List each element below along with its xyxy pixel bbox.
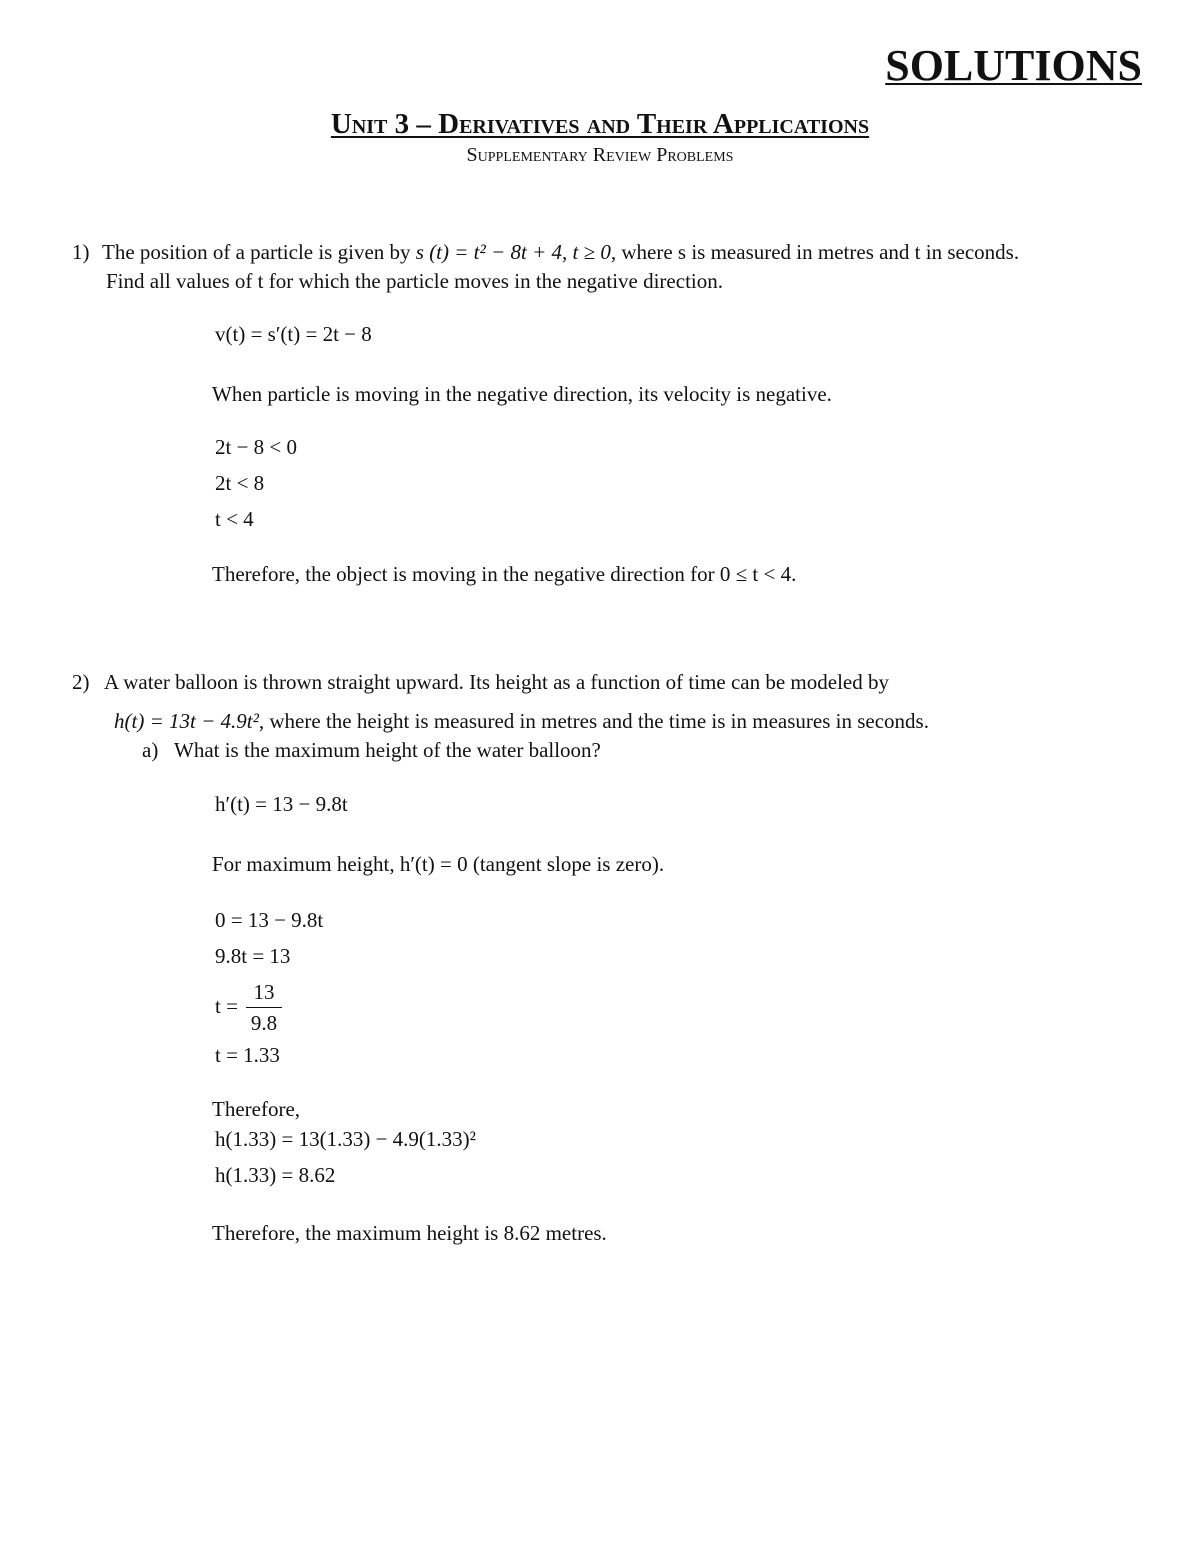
unit-title: Unit 3 – Derivatives and Their Applications — [330, 108, 870, 140]
height-derivative: h′(t) = 13 − 9.8t — [215, 792, 348, 816]
t-value: t = 1.33 — [215, 1043, 280, 1067]
inequality-step: t < 4 — [215, 507, 254, 531]
unit-subtitle: Supplementary Review Problems — [466, 144, 734, 166]
problem-2-formula-line — [114, 709, 929, 734]
part-a-question: What is the maximum height of the water balloon? — [174, 738, 601, 762]
problem-1-intro: The position of a particle is given by — [102, 240, 411, 264]
position-function: s (t) = t² − 8t + 4, t ≥ 0, — [415, 240, 617, 264]
fraction — [246, 980, 282, 1035]
problem-1-question: Find all values of t for which the particle moves in the negative direction. — [106, 269, 723, 293]
problem-2-intro: A water balloon is thrown straight upward. Its height as a function of time can be modeled by — [104, 670, 889, 694]
problem-1-conclusion: Therefore, the object is moving in the negative direction for 0 ≤ t < 4. — [212, 562, 797, 586]
problem-2-formula-tail: , where the height is measured in metres and the time is in measures in seconds. — [258, 709, 929, 733]
fraction-lhs: t = — [215, 994, 238, 1018]
problem-1-statement — [102, 240, 1019, 265]
solutions-heading: SOLUTIONS — [885, 41, 1142, 90]
max-height-condition: For maximum height, h′(t) = 0 (tangent slope is zero). — [212, 852, 665, 876]
problem-1-explanation: When particle is moving in the negative direction, its velocity is negative. — [212, 382, 832, 406]
solve-step: 0 = 13 − 9.8t — [215, 908, 324, 932]
part-a-label: a) — [142, 738, 159, 762]
result-step: h(1.33) = 8.62 — [215, 1163, 336, 1187]
problem-2-conclusion: Therefore, the maximum height is 8.62 metres. — [212, 1221, 607, 1245]
fraction-numerator: 13 — [253, 980, 275, 1004]
velocity-equation: v(t) = s′(t) = 2t − 8 — [215, 322, 372, 346]
problem-2-number: 2) — [72, 670, 90, 694]
inequality-step: 2t < 8 — [215, 471, 265, 495]
fraction-bar — [246, 1007, 282, 1008]
inequality-step: 2t − 8 < 0 — [215, 435, 298, 459]
solve-step: 9.8t = 13 — [215, 944, 291, 968]
height-function: h(t) = 13t − 4.9t² — [114, 709, 259, 733]
therefore-label: Therefore, — [212, 1097, 301, 1121]
problem-1-number: 1) — [72, 240, 90, 264]
problem-1-intro-end: where s is measured in metres and t in seconds. — [621, 240, 1020, 264]
substitution-step: h(1.33) = 13(1.33) − 4.9(1.33)² — [215, 1127, 476, 1151]
fraction-denominator: 9.8 — [250, 1011, 278, 1035]
